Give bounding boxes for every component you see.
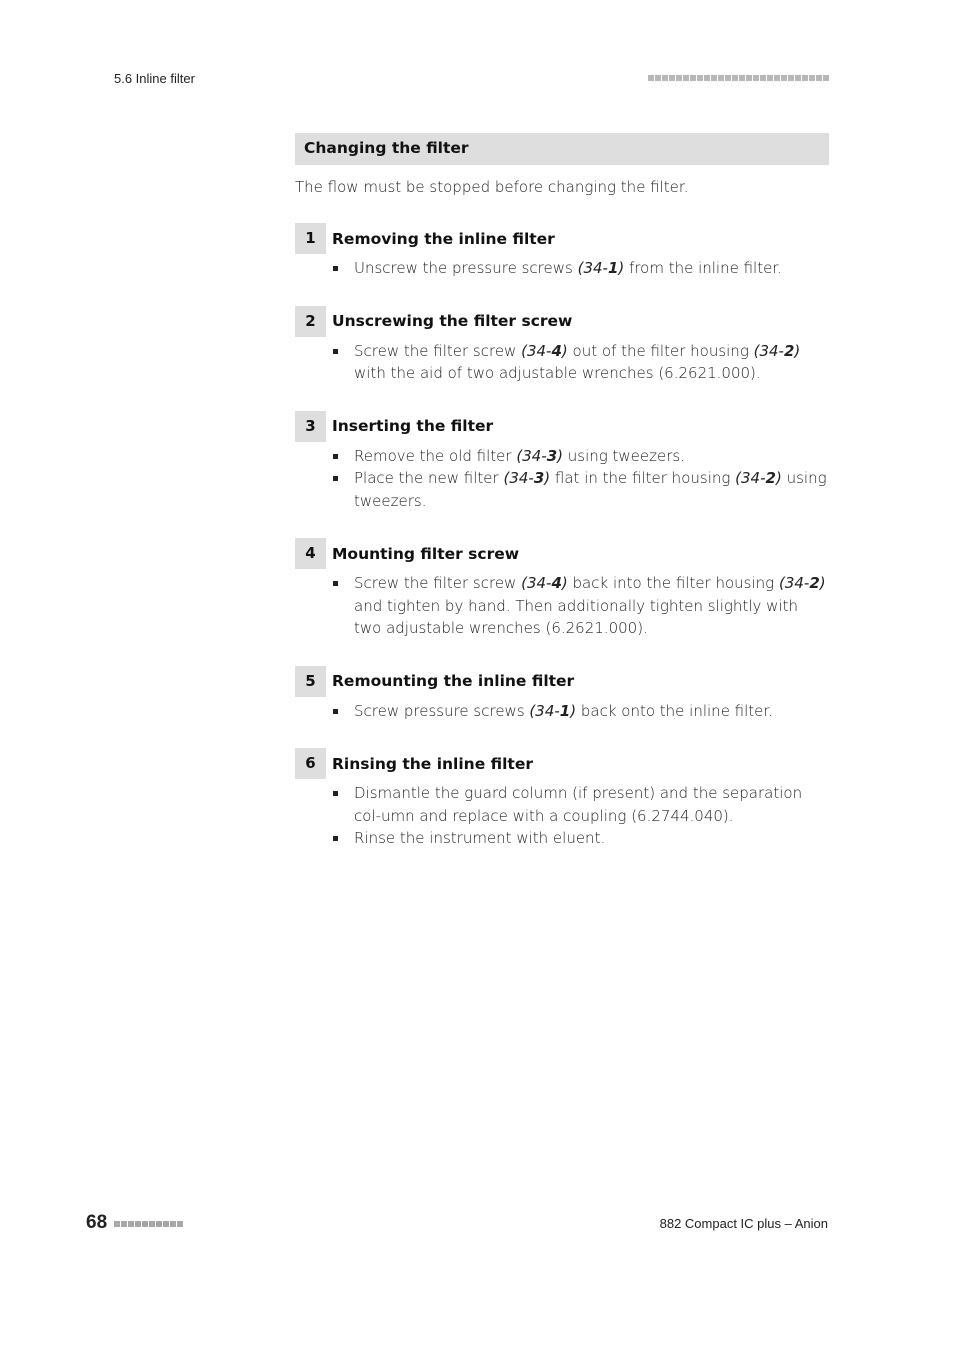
bullet-square-icon	[333, 581, 338, 586]
decoration-dot	[170, 1221, 176, 1227]
bullet-square-icon	[333, 709, 338, 714]
decoration-dot	[676, 75, 682, 81]
step-number: 3	[295, 411, 326, 442]
steps-list	[295, 223, 829, 850]
bullet-item	[332, 700, 829, 723]
decoration-dot	[135, 1221, 141, 1227]
bullet-text: out of the filter housing	[567, 341, 754, 360]
step-number: 6	[295, 748, 326, 779]
decoration-dot	[142, 1221, 148, 1227]
bullet-text: Remove the old filter	[354, 446, 517, 465]
decoration-dot	[732, 75, 738, 81]
step-bullets	[295, 340, 829, 385]
bullet-item	[332, 445, 829, 468]
step-header	[295, 748, 829, 779]
bullet-square-icon	[333, 266, 338, 271]
step-title: Mounting filter screw	[332, 544, 520, 563]
step-number: 2	[295, 306, 326, 337]
step-title: Remounting the inline filter	[332, 672, 575, 690]
bullet-square-icon	[333, 791, 338, 796]
decoration-dot	[163, 1221, 169, 1227]
figure-number: 34	[784, 574, 804, 592]
item-number: 2	[765, 469, 776, 487]
bullet-text: flat in the filter housing	[550, 469, 736, 487]
intro-text: The flow must be stopped before changing the filter.	[295, 178, 689, 196]
figure-number: 34	[522, 446, 542, 465]
figure-reference: (34-2)	[735, 469, 782, 487]
figure-reference: (34-1)	[577, 259, 625, 277]
bullet-text: from the inline filter.	[624, 259, 782, 277]
step-title: Unscrewing the filter screw	[332, 312, 573, 330]
step	[295, 306, 829, 385]
step-number: 4	[295, 538, 326, 569]
step	[295, 223, 829, 280]
decoration-dot	[669, 75, 675, 81]
figure-reference: (34-2)	[753, 341, 801, 360]
decoration-dot	[718, 75, 724, 81]
decoration-dot	[662, 75, 668, 81]
decoration-dot	[795, 75, 801, 81]
figure-reference: (34-3)	[516, 446, 563, 465]
bullet-text: back into the filter housing	[567, 574, 779, 592]
step-header	[295, 411, 829, 442]
bullet-square-icon	[333, 836, 338, 841]
bullet-text: Screw pressure screws	[354, 701, 530, 720]
decoration-dot	[746, 75, 752, 81]
step-header	[295, 306, 829, 337]
decoration-dot	[725, 75, 731, 81]
bullet-item	[332, 572, 829, 640]
figure-number: 34	[583, 259, 603, 277]
item-number: 1	[559, 701, 571, 720]
step-title: Inserting the filter	[332, 417, 494, 435]
page-content	[295, 133, 829, 850]
decoration-dot	[648, 75, 654, 81]
bullet-item	[332, 827, 829, 850]
bullet-item	[332, 257, 829, 280]
step-number: 1	[295, 223, 326, 254]
decoration-dot	[177, 1221, 183, 1227]
decoration-dot	[683, 75, 689, 81]
step	[295, 748, 829, 850]
decoration-dot	[753, 75, 759, 81]
decoration-dot	[788, 75, 794, 81]
bullet-text: Place the new filter	[354, 469, 504, 487]
bullet-text: using tweezers.	[354, 469, 827, 510]
step	[295, 666, 829, 723]
bullet-item	[332, 782, 829, 827]
decoration-dot	[149, 1221, 155, 1227]
step-title: Rinsing the inline filter	[332, 754, 533, 773]
step	[295, 538, 829, 640]
bullet-text: Unscrew the pressure screws	[354, 259, 578, 277]
decoration-dot	[128, 1221, 134, 1227]
decoration-dot	[655, 75, 661, 81]
item-number: 3	[533, 469, 545, 487]
figure-number: 34	[526, 574, 547, 592]
step-header	[295, 538, 829, 569]
bullet-text: using tweezers.	[563, 446, 685, 465]
step-header	[295, 223, 829, 254]
item-number: 2	[783, 341, 795, 360]
running-header-section: 5.6 Inline filter	[114, 71, 195, 86]
bullet-text: Dismantle the guard column (if present) and the separation col-umn and replace with a coupling (6.2744.040).	[354, 784, 803, 825]
bullet-text: Screw the filter screw	[354, 574, 522, 592]
decoration-dot	[802, 75, 808, 81]
footer-product-title: 882 Compact IC plus – Anion	[659, 1216, 828, 1231]
item-number: 4	[551, 574, 562, 592]
decoration-dot	[704, 75, 710, 81]
decoration-dot	[156, 1221, 162, 1227]
bullet-text: Screw the filter screw	[354, 341, 522, 360]
decoration-dot	[781, 75, 787, 81]
figure-number: 34	[526, 341, 547, 360]
item-number: 1	[607, 259, 619, 277]
step-header	[295, 666, 829, 697]
bullet-square-icon	[333, 349, 338, 354]
decoration-dot	[816, 75, 822, 81]
decoration-dot	[697, 75, 703, 81]
footer-decoration-dots	[114, 1221, 183, 1227]
bullet-square-icon	[333, 454, 338, 459]
figure-reference: (34-1)	[529, 701, 577, 720]
bullet-text: back onto the inline filter.	[576, 701, 773, 720]
decoration-dot	[774, 75, 780, 81]
bullet-item	[332, 340, 829, 385]
figure-reference: (34-2)	[778, 574, 826, 592]
step-bullets	[295, 257, 829, 280]
step-bullets	[295, 700, 829, 723]
figure-number: 34	[759, 341, 779, 360]
decoration-dot	[760, 75, 766, 81]
decoration-dot	[711, 75, 717, 81]
header-decoration-dots	[648, 75, 829, 81]
decoration-dot	[823, 75, 829, 81]
decoration-dot	[767, 75, 773, 81]
page-number: 68	[86, 1212, 108, 1233]
figure-number: 34	[509, 469, 529, 487]
bullet-text: with the aid of two adjustable wrenches (6.2621.000).	[354, 364, 761, 382]
decoration-dot	[739, 75, 745, 81]
figure-reference: (34-4)	[521, 341, 568, 360]
item-number: 2	[809, 574, 820, 592]
step-number: 5	[295, 666, 326, 697]
item-number: 4	[551, 341, 562, 360]
bullet-item	[332, 467, 829, 512]
decoration-dot	[114, 1221, 120, 1227]
figure-number: 34	[741, 469, 761, 487]
decoration-dot	[809, 75, 815, 81]
figure-reference: (34-4)	[521, 574, 568, 592]
step	[295, 411, 829, 513]
decoration-dot	[121, 1221, 127, 1227]
step-bullets	[295, 572, 829, 640]
figure-reference: (34-3)	[503, 469, 551, 487]
step-bullets	[295, 445, 829, 513]
decoration-dot	[690, 75, 696, 81]
bullet-text: Rinse the instrument with eluent.	[354, 829, 606, 847]
figure-number: 34	[535, 701, 555, 720]
item-number: 3	[546, 446, 558, 465]
step-title: Removing the inline filter	[332, 229, 555, 248]
bullet-text: and tighten by hand. Then additionally tighten slightly with two adjustable wrenches (6.2621.000).	[354, 596, 798, 637]
bullet-square-icon	[333, 476, 338, 481]
section-title: Changing the filter	[295, 133, 829, 165]
step-bullets	[295, 782, 829, 850]
